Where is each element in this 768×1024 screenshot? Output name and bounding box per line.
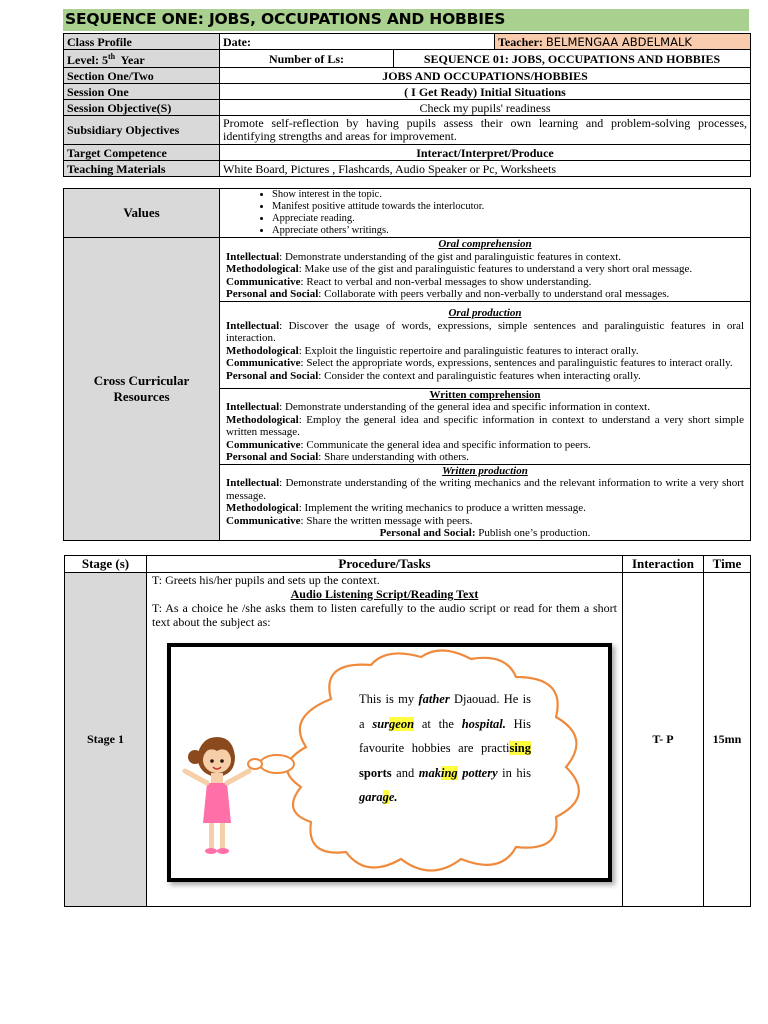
girl-illustration	[185, 737, 249, 854]
class-profile-table	[63, 33, 751, 177]
speech-highlight: geon	[389, 716, 415, 731]
sequence-title-bar	[63, 9, 749, 31]
intellectual-text: : Demonstrate understanding of the general idea and specific information in context.	[279, 401, 650, 413]
date-label: Date:	[220, 34, 495, 50]
written-comprehension-title: Written comprehension	[429, 388, 541, 401]
header-interaction: Interaction	[623, 556, 704, 573]
stages-table	[64, 555, 751, 907]
speech-sports: sports	[359, 765, 392, 780]
speech-garage-end: e.	[388, 790, 398, 804]
values-item: • Manifest positive attitude towards the interlocutor.	[272, 201, 744, 213]
header-procedure: Procedure/Tasks	[147, 556, 623, 573]
level-suffix: Year	[115, 53, 145, 67]
section-label: Section One/Two	[64, 68, 220, 84]
communicative-text: : Communicate the general idea and specific information to peers.	[300, 438, 591, 451]
speech-garage-start: gara	[359, 790, 383, 804]
written-production-title: Written production	[442, 464, 528, 477]
personal-key: Personal and Social	[226, 369, 319, 382]
speech-highlight: g	[382, 790, 389, 804]
oral-production-cell	[220, 301, 751, 388]
subsidiary-value: Promote self-reflection by having pupils assess their own learning and problem-solving processes, identifying strengths and areas for improvement.	[220, 116, 751, 145]
values-list-cell	[220, 189, 751, 238]
communicative-key: Communicative	[226, 438, 301, 451]
oral-comprehension-title: Oral comprehension	[438, 238, 532, 250]
methodological-key: Methodological	[226, 344, 299, 357]
cross-curricular-label: Cross Curricular Resources	[64, 238, 220, 541]
values-list	[226, 189, 744, 237]
subsidiary-label: Subsidiary Objectives	[64, 116, 220, 145]
procedure-line-1: T: Greets his/her pupils and sets up the context.	[152, 573, 380, 587]
script-title: Audio Listening Script/Reading Text	[290, 587, 479, 601]
communicative-text: : Share the written message with peers.	[300, 514, 473, 527]
speech-part: His favourite hobbies are practi	[359, 716, 531, 755]
procedure-line-2: T: As a choice he /she asks them to listen carefully to the audio script or read for them a short text about the subject as:	[152, 601, 617, 629]
story-picture	[167, 643, 612, 882]
session-label: Session One	[64, 84, 220, 100]
written-comprehension-cell	[220, 388, 751, 464]
speech-hospital: hospital.	[461, 716, 506, 731]
methodological-key: Methodological	[226, 502, 299, 514]
communicative-key: Communicative	[226, 275, 301, 288]
speech-part: This is my	[359, 692, 419, 706]
communicative-key: Communicative	[226, 357, 301, 369]
values-item: • Appreciate others’ writings.	[272, 225, 744, 237]
level-sup: th	[108, 52, 116, 61]
speech-text	[359, 687, 531, 810]
personal-text: : Collaborate with peers verbally and non-verbally to understand oral messages.	[318, 288, 670, 300]
methodological-text: : Employ the general idea and specific information in context to understand a very short simple written message.	[226, 413, 744, 438]
methodological-key: Methodological	[226, 413, 299, 426]
values-item: • Show interest in the topic.	[272, 189, 744, 201]
teacher-cell	[495, 34, 751, 50]
written-production-cell	[220, 464, 751, 540]
teacher-name: BELMENGAA ABDELMALK	[545, 34, 692, 49]
communicative-key: Communicative	[226, 514, 301, 527]
personal-key: Personal and Social:	[379, 527, 476, 539]
session-value: ( I Get Ready) Initial Situations	[220, 84, 751, 100]
speech-part: in his	[497, 765, 531, 780]
objective-value: Check my pupils' readiness	[220, 100, 751, 116]
time-value: 15mn	[704, 573, 751, 907]
class-profile-label: Class Profile	[64, 34, 220, 50]
competence-label: Target Competence	[64, 145, 220, 161]
speech-part: and	[391, 765, 419, 780]
intellectual-text: : Discover the usage of words, expressions, simple sentences and paralinguistic features in oral interaction.	[226, 319, 744, 344]
intellectual-text: : Demonstrate understanding of the gist and paralinguistic features in context.	[279, 250, 621, 263]
personal-text: Publish one’s production.	[475, 527, 591, 539]
intellectual-key: Intellectual	[226, 401, 280, 413]
competence-value: Interact/Interpret/Produce	[220, 145, 751, 161]
level-label	[64, 50, 220, 68]
oral-production-title: Oral production	[448, 307, 522, 319]
methodological-key: Methodological	[226, 263, 299, 275]
methodological-text: : Make use of the gist and paralinguistic features to understand a very short oral message.	[298, 263, 693, 275]
sequence-label: SEQUENCE 01: JOBS, OCCUPATIONS AND HOBBIES	[394, 50, 751, 68]
speech-pottery: pottery	[457, 765, 498, 780]
speech-surgeon-start: sur	[372, 716, 390, 731]
personal-key: Personal and Social	[226, 451, 319, 463]
level-text: Level: 5	[67, 53, 108, 67]
section-value: JOBS AND OCCUPATIONS/HOBBIES	[220, 68, 751, 84]
intellectual-key: Intellectual	[226, 477, 280, 489]
materials-value: White Board, Pictures , Flashcards, Audio Speaker or Pc, Worksheets	[220, 161, 751, 177]
values-resources-table	[63, 188, 751, 541]
speech-highlight: sing	[509, 741, 531, 755]
values-label: Values	[64, 189, 220, 238]
methodological-text: : Exploit the linguistic repertoire and paralinguistic features to interact orally.	[298, 344, 639, 357]
speech-part: at the	[414, 716, 462, 731]
thought-bubble-large	[260, 755, 294, 773]
intellectual-text: : Demonstrate understanding of the writing mechanics and the relevant information to write a very short message.	[226, 477, 744, 502]
speech-father: father	[418, 692, 450, 706]
personal-key: Personal and Social	[226, 288, 319, 300]
interaction-value: T- P	[623, 573, 704, 907]
header-stage: Stage (s)	[65, 556, 147, 573]
communicative-text: : Select the appropriate words, expressions, sentences and paralinguistic features to interact orally.	[300, 357, 733, 369]
materials-label: Teaching Materials	[64, 161, 220, 177]
intellectual-key: Intellectual	[226, 319, 280, 332]
methodological-text: : Implement the writing mechanics to produce a written message.	[298, 502, 586, 514]
communicative-text: : React to verbal and non-verbal messages to show understanding.	[300, 275, 592, 288]
speech-highlight: ing	[441, 765, 458, 780]
intellectual-key: Intellectual	[226, 250, 280, 263]
oral-comprehension-cell	[220, 238, 751, 302]
objective-label: Session Objective(S)	[64, 100, 220, 116]
speech-part: Djaouad. He is a	[359, 692, 531, 731]
personal-text: : Share understanding with others.	[318, 451, 469, 463]
speech-making-start: mak	[418, 765, 441, 780]
header-time: Time	[704, 556, 751, 573]
stage-1-label: Stage 1	[65, 573, 147, 907]
number-label: Number of Ls:	[220, 50, 394, 68]
values-item: • Appreciate reading.	[272, 213, 744, 225]
teacher-label: Teacher:	[498, 34, 543, 49]
sequence-title: SEQUENCE ONE: JOBS, OCCUPATIONS AND HOBBIES	[65, 10, 506, 28]
procedure-cell	[147, 573, 623, 907]
personal-text: : Consider the context and paralinguistic features when interacting orally.	[318, 369, 641, 382]
thought-bubble-small	[248, 759, 262, 769]
